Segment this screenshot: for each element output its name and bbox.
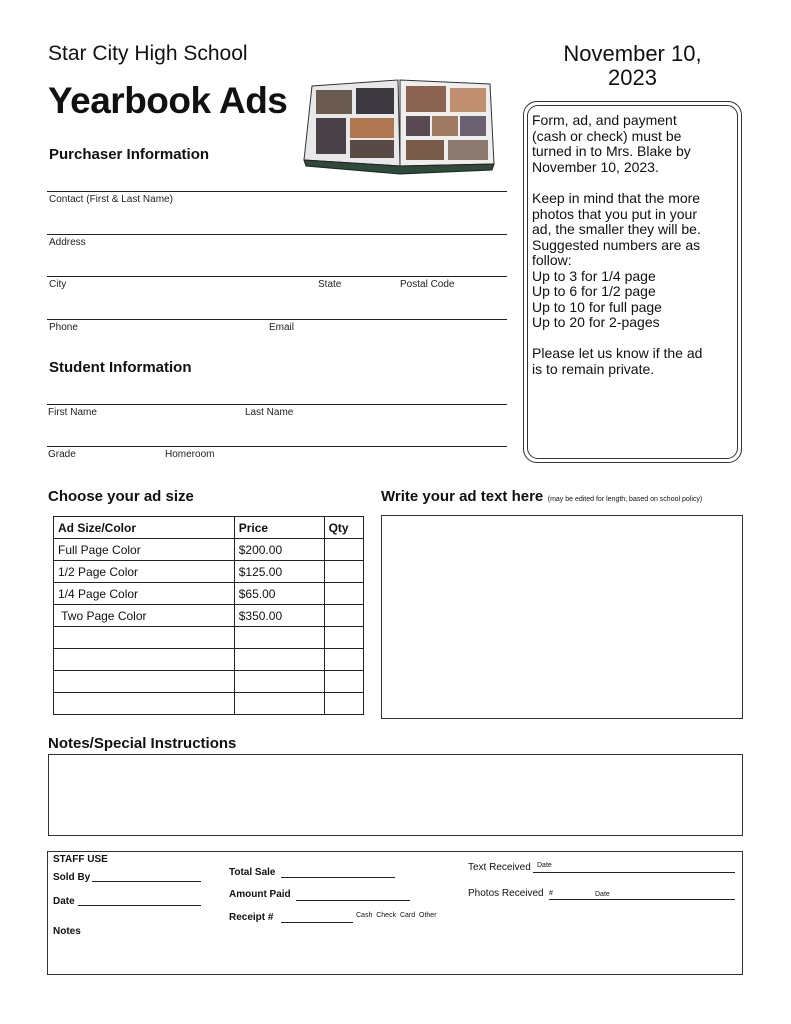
- sold-by-line[interactable]: [92, 881, 201, 882]
- adtext-heading: Write your ad text here: [381, 488, 544, 505]
- student-name-line[interactable]: [47, 404, 507, 405]
- photos-received-line[interactable]: [549, 899, 735, 900]
- staff-date-label: Date: [53, 896, 75, 907]
- adsize-table: [53, 516, 364, 715]
- table-row[interactable]: [54, 671, 364, 693]
- grade-label: Grade: [48, 449, 76, 460]
- purchaser-heading: Purchaser Information: [49, 146, 210, 163]
- col-ad-size: Ad Size/Color: [54, 517, 235, 539]
- email-label: Email: [269, 322, 295, 333]
- qty-cell[interactable]: [324, 539, 363, 561]
- city-label: City: [49, 279, 67, 290]
- table-row: Full Page Color $200.00: [54, 539, 364, 561]
- phone-label: Phone: [49, 322, 78, 333]
- receipt-label: Receipt #: [229, 912, 274, 923]
- qty-cell[interactable]: [324, 605, 363, 627]
- address-label: Address: [49, 237, 86, 248]
- form-date: November 10, 2023: [563, 41, 702, 90]
- col-price: Price: [234, 517, 324, 539]
- notes-heading: Notes/Special Instructions: [48, 735, 237, 752]
- city-line[interactable]: [47, 276, 507, 277]
- text-received-line[interactable]: [533, 872, 735, 873]
- homeroom-label: Homeroom: [165, 449, 215, 460]
- adtext-box[interactable]: [381, 515, 743, 719]
- total-sale-label: Total Sale: [229, 867, 276, 878]
- state-label: State: [318, 279, 342, 290]
- text-received-label: Text Received: [468, 862, 531, 873]
- photos-date-label: Date: [595, 891, 610, 898]
- grade-line[interactable]: [47, 446, 507, 447]
- text-received-date-label: Date: [537, 862, 552, 869]
- adtext-heading-wrap: [381, 488, 702, 506]
- student-heading: Student Information: [49, 359, 192, 376]
- amount-paid-label: Amount Paid: [229, 889, 291, 900]
- page-title: Yearbook Ads: [48, 80, 288, 121]
- postal-label: Postal Code: [400, 279, 455, 290]
- table-row: 1/2 Page Color $125.00: [54, 561, 364, 583]
- col-qty: Qty: [324, 517, 363, 539]
- address-line[interactable]: [47, 234, 507, 235]
- payment-options: Cash Check Card Other: [356, 912, 437, 919]
- qty-cell[interactable]: [324, 561, 363, 583]
- receipt-line[interactable]: [281, 922, 353, 923]
- total-sale-line[interactable]: [281, 877, 395, 878]
- phone-line[interactable]: [47, 319, 507, 320]
- table-row[interactable]: [54, 693, 364, 715]
- table-row[interactable]: [54, 627, 364, 649]
- photos-received-label: Photos Received: [468, 888, 544, 899]
- staff-notes-label: Notes: [53, 926, 81, 937]
- photos-number-label: #: [549, 890, 553, 897]
- contact-label: Contact (First & Last Name): [49, 194, 173, 205]
- adtext-note: (may be edited for length; based on school policy): [547, 496, 703, 503]
- sold-by-label: Sold By: [53, 872, 91, 883]
- last-name-label: Last Name: [245, 407, 294, 418]
- notes-box[interactable]: [48, 754, 743, 836]
- yearbook-illustration: [302, 78, 496, 176]
- contact-line[interactable]: [47, 191, 507, 192]
- table-row[interactable]: [54, 649, 364, 671]
- instructions-paragraph-2: Keep in mind that the more photos that you put in your ad, the smaller they will be. Suggested numbers are as follow: Up to 3 for 1/4 page Up to 6 for 1/2 page Up to 10 for full page Up to 20 for 2-pages: [532, 190, 701, 330]
- table-row: Two Page Color $350.00: [54, 605, 364, 627]
- qty-cell[interactable]: [324, 583, 363, 605]
- instructions-paragraph-3: Please let us know if the ad is to remain private.: [532, 345, 703, 377]
- adsize-heading: Choose your ad size: [48, 488, 194, 505]
- school-name: Star City High School: [48, 42, 248, 65]
- first-name-label: First Name: [48, 407, 97, 418]
- table-row: 1/4 Page Color $65.00: [54, 583, 364, 605]
- instructions-paragraph-1: Form, ad, and payment (cash or check) must be turned in to Mrs. Blake by November 10, 2023.: [532, 112, 691, 175]
- staff-date-line[interactable]: [78, 905, 201, 906]
- amount-paid-line[interactable]: [296, 900, 410, 901]
- staff-heading: STAFF USE: [53, 854, 108, 865]
